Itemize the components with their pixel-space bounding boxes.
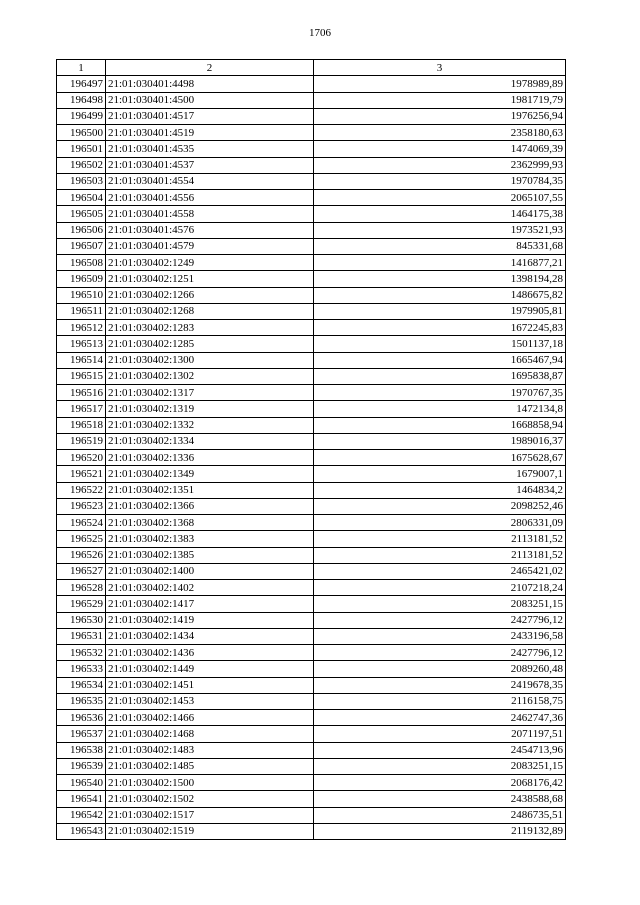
cadastral-number: 21:01:030402:1351 <box>106 482 314 498</box>
cadastral-value: 2465421,02 <box>314 563 566 579</box>
row-number: 196509 <box>57 271 106 287</box>
table-row <box>57 173 566 189</box>
table-row <box>57 206 566 222</box>
row-number: 196504 <box>57 190 106 206</box>
row-number: 196521 <box>57 466 106 482</box>
cadastral-number: 21:01:030401:4519 <box>106 125 314 141</box>
cadastral-value: 2083251,15 <box>314 596 566 612</box>
cadastral-number: 21:01:030402:1268 <box>106 303 314 319</box>
cadastral-number: 21:01:030402:1302 <box>106 368 314 384</box>
table-row <box>57 498 566 514</box>
cadastral-value: 2089260,48 <box>314 661 566 677</box>
table-row <box>57 726 566 742</box>
row-number: 196517 <box>57 401 106 417</box>
row-number: 196534 <box>57 677 106 693</box>
row-number: 196543 <box>57 823 106 839</box>
row-number: 196531 <box>57 628 106 644</box>
cadastral-value: 2113181,52 <box>314 547 566 563</box>
cadastral-value: 2107218,24 <box>314 580 566 596</box>
column-header-1: 1 <box>57 60 106 76</box>
table-row <box>57 482 566 498</box>
row-number: 196535 <box>57 693 106 709</box>
table-row <box>57 612 566 628</box>
table-row <box>57 108 566 124</box>
table-row <box>57 807 566 823</box>
row-number: 196511 <box>57 303 106 319</box>
row-number: 196526 <box>57 547 106 563</box>
table-row <box>57 76 566 92</box>
cadastral-number: 21:01:030402:1419 <box>106 612 314 628</box>
cadastral-value: 1970784,35 <box>314 173 566 189</box>
cadastral-value: 845331,68 <box>314 238 566 254</box>
cadastral-number: 21:01:030402:1349 <box>106 466 314 482</box>
cadastral-value: 1501137,18 <box>314 336 566 352</box>
table-row <box>57 287 566 303</box>
cadastral-number: 21:01:030402:1502 <box>106 791 314 807</box>
row-number: 196519 <box>57 433 106 449</box>
cadastral-value: 2068176,42 <box>314 775 566 791</box>
row-number: 196513 <box>57 336 106 352</box>
table-row <box>57 693 566 709</box>
cadastral-number: 21:01:030402:1319 <box>106 401 314 417</box>
cadastral-number: 21:01:030402:1366 <box>106 498 314 514</box>
cadastral-number: 21:01:030402:1466 <box>106 710 314 726</box>
cadastral-number: 21:01:030402:1332 <box>106 417 314 433</box>
cadastral-value: 2362999,93 <box>314 157 566 173</box>
row-number: 196514 <box>57 352 106 368</box>
cadastral-value: 1398194,28 <box>314 271 566 287</box>
table-row <box>57 531 566 547</box>
table-row <box>57 791 566 807</box>
row-number: 196522 <box>57 482 106 498</box>
cadastral-value: 2427796,12 <box>314 645 566 661</box>
cadastral-number: 21:01:030401:4579 <box>106 238 314 254</box>
cadastral-number: 21:01:030402:1500 <box>106 775 314 791</box>
cadastral-number: 21:01:030401:4500 <box>106 92 314 108</box>
row-number: 196503 <box>57 173 106 189</box>
cadastral-value: 1486675,82 <box>314 287 566 303</box>
row-number: 196532 <box>57 645 106 661</box>
table-row <box>57 222 566 238</box>
cadastral-number: 21:01:030402:1519 <box>106 823 314 839</box>
row-number: 196502 <box>57 157 106 173</box>
cadastral-number: 21:01:030401:4537 <box>106 157 314 173</box>
row-number: 196506 <box>57 222 106 238</box>
row-number: 196541 <box>57 791 106 807</box>
cadastral-value: 2098252,46 <box>314 498 566 514</box>
row-number: 196529 <box>57 596 106 612</box>
cadastral-value: 1472134,8 <box>314 401 566 417</box>
row-number: 196523 <box>57 498 106 514</box>
table-row <box>57 190 566 206</box>
table-row <box>57 385 566 401</box>
cadastral-number: 21:01:030402:1317 <box>106 385 314 401</box>
cadastral-value: 2806331,09 <box>314 515 566 531</box>
cadastral-value: 1665467,94 <box>314 352 566 368</box>
cadastral-value: 1973521,93 <box>314 222 566 238</box>
row-number: 196530 <box>57 612 106 628</box>
cadastral-number: 21:01:030402:1468 <box>106 726 314 742</box>
cadastral-number: 21:01:030402:1434 <box>106 628 314 644</box>
cadastral-number: 21:01:030402:1485 <box>106 758 314 774</box>
row-number: 196540 <box>57 775 106 791</box>
cadastral-number: 21:01:030402:1283 <box>106 320 314 336</box>
cadastral-value: 1668858,94 <box>314 417 566 433</box>
cadastral-value: 1416877,21 <box>314 255 566 271</box>
cadastral-value: 2462747,36 <box>314 710 566 726</box>
row-number: 196539 <box>57 758 106 774</box>
table-row <box>57 547 566 563</box>
cadastral-number: 21:01:030402:1383 <box>106 531 314 547</box>
table-row <box>57 450 566 466</box>
table-row <box>57 645 566 661</box>
row-number: 196518 <box>57 417 106 433</box>
cadastral-value: 2119132,89 <box>314 823 566 839</box>
row-number: 196505 <box>57 206 106 222</box>
cadastral-number: 21:01:030402:1483 <box>106 742 314 758</box>
cadastral-value: 2065107,55 <box>314 190 566 206</box>
table-row <box>57 677 566 693</box>
row-number: 196510 <box>57 287 106 303</box>
table-row <box>57 238 566 254</box>
row-number: 196538 <box>57 742 106 758</box>
cadastral-number: 21:01:030402:1300 <box>106 352 314 368</box>
table-row <box>57 303 566 319</box>
table-row <box>57 368 566 384</box>
table-row <box>57 336 566 352</box>
cadastral-number: 21:01:030402:1368 <box>106 515 314 531</box>
cadastral-number: 21:01:030401:4558 <box>106 206 314 222</box>
cadastral-number: 21:01:030402:1402 <box>106 580 314 596</box>
cadastral-number: 21:01:030402:1517 <box>106 807 314 823</box>
row-number: 196524 <box>57 515 106 531</box>
cadastral-value: 1981719,79 <box>314 92 566 108</box>
cadastral-number: 21:01:030402:1266 <box>106 287 314 303</box>
cadastral-value: 1679007,1 <box>314 466 566 482</box>
table-body <box>57 76 566 840</box>
cadastral-number: 21:01:030401:4535 <box>106 141 314 157</box>
table-row <box>57 563 566 579</box>
table-row <box>57 596 566 612</box>
table-row <box>57 710 566 726</box>
cadastral-value: 2083251,15 <box>314 758 566 774</box>
table-row <box>57 628 566 644</box>
cadastral-number: 21:01:030402:1451 <box>106 677 314 693</box>
cadastral-value: 1474069,39 <box>314 141 566 157</box>
row-number: 196499 <box>57 108 106 124</box>
cadastral-value: 1979905,81 <box>314 303 566 319</box>
row-number: 196516 <box>57 385 106 401</box>
cadastral-value: 1672245,83 <box>314 320 566 336</box>
cadastral-value: 2358180,63 <box>314 125 566 141</box>
cadastral-number: 21:01:030402:1453 <box>106 693 314 709</box>
cadastral-value: 1976256,94 <box>314 108 566 124</box>
cadastral-number: 21:01:030402:1249 <box>106 255 314 271</box>
column-header-2: 2 <box>106 60 314 76</box>
row-number: 196525 <box>57 531 106 547</box>
cadastral-number: 21:01:030402:1436 <box>106 645 314 661</box>
cadastral-number: 21:01:030402:1400 <box>106 563 314 579</box>
row-number: 196498 <box>57 92 106 108</box>
row-number: 196527 <box>57 563 106 579</box>
cadastral-value: 1464175,38 <box>314 206 566 222</box>
row-number: 196500 <box>57 125 106 141</box>
cadastral-number: 21:01:030402:1449 <box>106 661 314 677</box>
row-number: 196536 <box>57 710 106 726</box>
row-number: 196520 <box>57 450 106 466</box>
table-row <box>57 92 566 108</box>
cadastral-value: 2116158,75 <box>314 693 566 709</box>
row-number: 196507 <box>57 238 106 254</box>
table-row <box>57 352 566 368</box>
row-number: 196515 <box>57 368 106 384</box>
cadastral-value: 2486735,51 <box>314 807 566 823</box>
cadastral-value: 2438588,68 <box>314 791 566 807</box>
table-row <box>57 320 566 336</box>
row-number: 196528 <box>57 580 106 596</box>
table-row <box>57 580 566 596</box>
cadastral-value: 1978989,89 <box>314 76 566 92</box>
cadastral-value: 1695838,87 <box>314 368 566 384</box>
table-row <box>57 515 566 531</box>
row-number: 196501 <box>57 141 106 157</box>
table-row <box>57 742 566 758</box>
table-row <box>57 466 566 482</box>
row-number: 196497 <box>57 76 106 92</box>
cadastral-value: 2427796,12 <box>314 612 566 628</box>
cadastral-number: 21:01:030402:1417 <box>106 596 314 612</box>
cadastral-number: 21:01:030401:4576 <box>106 222 314 238</box>
table-row <box>57 775 566 791</box>
row-number: 196537 <box>57 726 106 742</box>
row-number: 196533 <box>57 661 106 677</box>
cadastral-number: 21:01:030402:1385 <box>106 547 314 563</box>
cadastral-number: 21:01:030402:1251 <box>106 271 314 287</box>
table-row <box>57 433 566 449</box>
cadastral-value: 2071197,51 <box>314 726 566 742</box>
table-row <box>57 401 566 417</box>
table-row <box>57 125 566 141</box>
cadastral-value: 1464834,2 <box>314 482 566 498</box>
cadastral-value: 2419678,35 <box>314 677 566 693</box>
table-row <box>57 758 566 774</box>
cadastral-number: 21:01:030401:4517 <box>106 108 314 124</box>
table-row <box>57 661 566 677</box>
cadastral-number: 21:01:030401:4498 <box>106 76 314 92</box>
cadastral-number: 21:01:030401:4556 <box>106 190 314 206</box>
table-row <box>57 255 566 271</box>
table-row <box>57 157 566 173</box>
row-number: 196542 <box>57 807 106 823</box>
table-row <box>57 141 566 157</box>
table-row <box>57 271 566 287</box>
cadastral-value: 1970767,35 <box>314 385 566 401</box>
cadastral-value: 2454713,96 <box>314 742 566 758</box>
cadastral-value: 2113181,52 <box>314 531 566 547</box>
cadastral-number: 21:01:030401:4554 <box>106 173 314 189</box>
table-header-row <box>57 60 566 76</box>
cadastral-value-table <box>56 59 566 840</box>
cadastral-number: 21:01:030402:1336 <box>106 450 314 466</box>
page-number: 1706 <box>309 27 331 39</box>
row-number: 196508 <box>57 255 106 271</box>
cadastral-value: 2433196,58 <box>314 628 566 644</box>
cadastral-value: 1989016,37 <box>314 433 566 449</box>
cadastral-number: 21:01:030402:1334 <box>106 433 314 449</box>
table-row <box>57 417 566 433</box>
row-number: 196512 <box>57 320 106 336</box>
cadastral-value: 1675628,67 <box>314 450 566 466</box>
column-header-3: 3 <box>314 60 566 76</box>
cadastral-number: 21:01:030402:1285 <box>106 336 314 352</box>
table-row <box>57 823 566 839</box>
